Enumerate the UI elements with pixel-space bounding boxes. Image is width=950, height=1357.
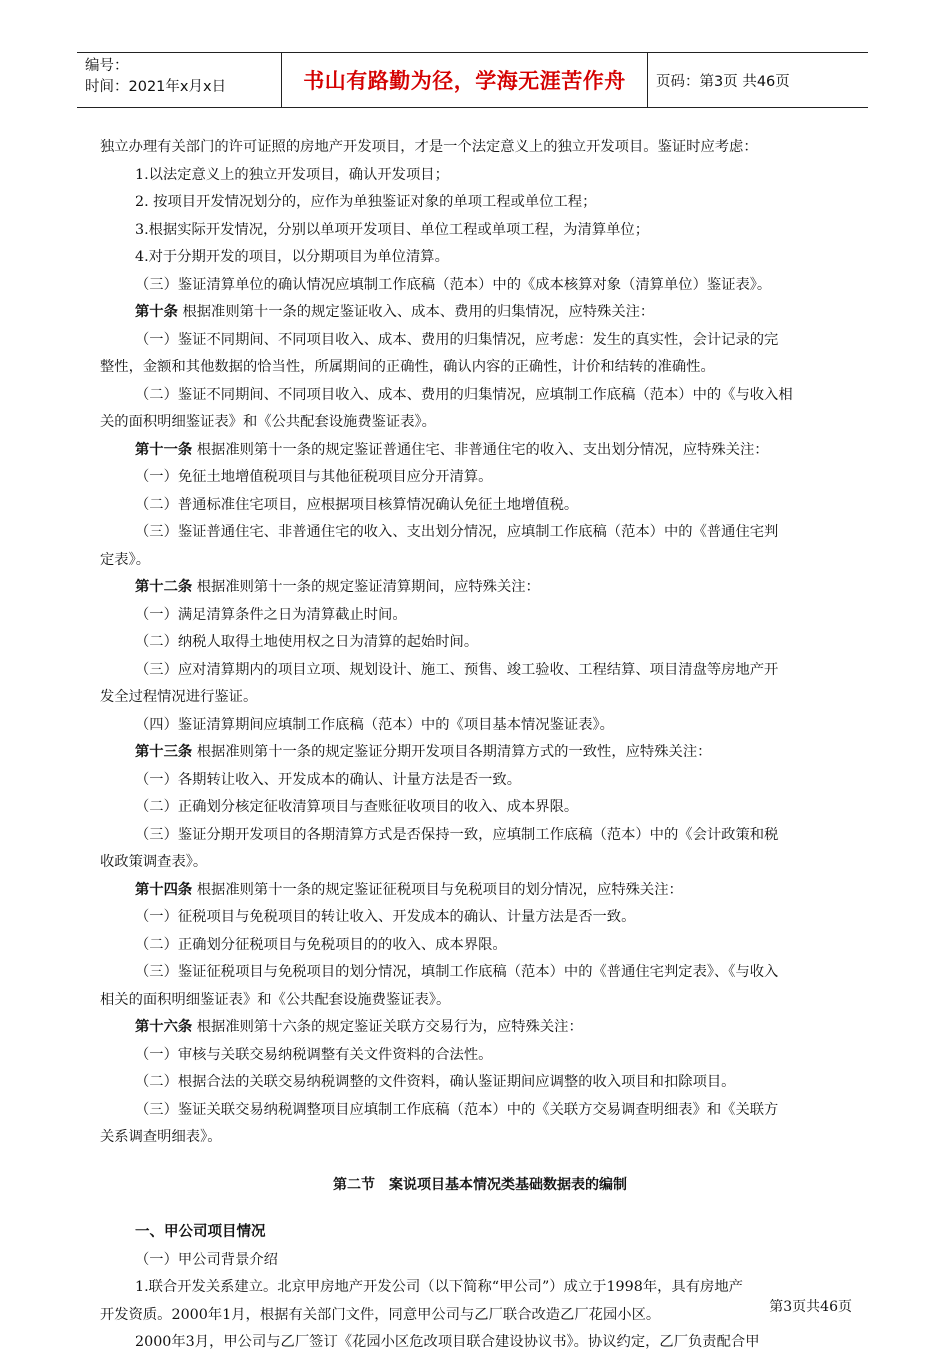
article-text: 根据准则第十一条的规定鉴证收入、成本、费用的归集情况，应特殊关注： bbox=[182, 304, 655, 320]
text-line: （三）鉴证清算单位的确认情况应填制工作底稿（范本）中的《成本核算对象（清算单位）鉴证表》。 bbox=[135, 276, 772, 293]
text-line: 1.联合开发关系建立。北京甲房地产开发公司（以下简称“甲公司”）成立于1998年，具有房地产 bbox=[135, 1279, 743, 1295]
text-line: （一）征税项目与免税项目的转让收入、开发成本的确认、计量方法是否一致。 bbox=[135, 909, 636, 925]
text-line: （三）鉴证关联交易纳税调整项目应填制工作底稿（范本）中的《关联方交易调查明细表》和《关联方 bbox=[135, 1101, 779, 1118]
page-footer: 第3页共46页 bbox=[769, 1299, 852, 1315]
text-line: （三）鉴证普通住宅、非普通住宅的收入、支出划分情况，应填制工作底稿（范本）中的《普通住宅判 bbox=[135, 524, 779, 540]
text-line: （二）鉴证不同期间、不同项目收入、成本、费用的归集情况，应填制工作底稿（范本）中的《与收入相 bbox=[135, 386, 793, 403]
article-12 bbox=[100, 574, 860, 602]
article-title: 第十条 bbox=[135, 304, 178, 320]
document-body bbox=[100, 134, 860, 1357]
heading-1: 一、甲公司项目情况 bbox=[135, 1224, 266, 1240]
text-line: （三）应对清算期内的项目立项、规划设计、施工、预售、竣工验收、工程结算、项目清盘等房地产开 bbox=[135, 661, 779, 678]
text-line: 3.根据实际开发情况，分别以单项开发项目、单位工程或单项工程，为清算单位； bbox=[135, 221, 650, 238]
text-line: （一）甲公司背景介绍 bbox=[135, 1251, 278, 1268]
article-text: 根据准则第十一条的规定鉴证分期开发项目各期清算方式的一致性，应特殊关注： bbox=[196, 744, 712, 760]
text-line: 4.对于分期开发的项目，以分期项目为单位清算。 bbox=[135, 249, 449, 265]
text-line: （二）纳税人取得土地使用权之日为清算的起始时间。 bbox=[135, 634, 479, 650]
text-line: （四）鉴证清算期间应填制工作底稿（范本）中的《项目基本情况鉴证表》。 bbox=[135, 716, 614, 733]
text-line: （二）普通标准住宅项目，应根据项目核算情况确认免征土地增值税。 bbox=[135, 496, 579, 513]
text-line: 2000年3月，甲公司与乙厂签订《花园小区危改项目联合建设协议书》。协议约定，乙厂负责配合甲 bbox=[135, 1334, 760, 1350]
text-line: （一）审核与关联交易纳税调整有关文件资料的合法性。 bbox=[135, 1046, 493, 1063]
article-title: 第十二条 bbox=[135, 579, 193, 595]
text-line: （二）根据合法的关联交易纳税调整的文件资料，确认鉴证期间应调整的收入项目和扣除项目。 bbox=[135, 1074, 736, 1090]
section-title: 第二节 案说项目基本情况类基础数据表的编制 bbox=[333, 1176, 627, 1193]
text-line: 1.以法定意义上的独立开发项目，确认开发项目； bbox=[135, 166, 449, 183]
header-page-label: 页码：第3页 共46页 bbox=[656, 73, 790, 90]
text-line: （三）鉴证征税项目与免税项目的划分情况，填制工作底稿（范本）中的《普通住宅判定表》、《与收入 bbox=[135, 964, 779, 980]
text-line: 收政策调查表》。 bbox=[100, 854, 208, 870]
text-line: 整性，金额和其他数据的恰当性，所属期间的正确性，确认内容的正确性，计价和结转的准确性。 bbox=[100, 359, 715, 375]
article-16 bbox=[100, 1014, 860, 1042]
page-header bbox=[77, 52, 868, 108]
article-text: 根据准则第十六条的规定鉴证关联方交易行为，应特殊关注： bbox=[196, 1019, 583, 1035]
text-line: （一）各期转让收入、开发成本的确认、计量方法是否一致。 bbox=[135, 771, 522, 788]
text-line: （二）正确划分核定征收清算项目与查账征收项目的收入、成本界限。 bbox=[135, 799, 579, 815]
article-text: 根据准则第十一条的规定鉴证清算期间，应特殊关注： bbox=[196, 579, 540, 595]
article-10 bbox=[100, 299, 860, 327]
text-line: 独立办理有关部门的许可证照的房地产开发项目，才是一个法定意义上的独立开发项目。鉴证时应考虑： bbox=[100, 139, 758, 155]
text-line: 2. 按项目开发情况划分的，应作为单独鉴证对象的单项工程或单位工程； bbox=[135, 194, 597, 210]
text-line: （三）鉴证分期开发项目的各期清算方式是否保持一致，应填制工作底稿（范本）中的《会计政策和税 bbox=[135, 826, 779, 843]
text-line: 相关的面积明细鉴证表》和《公共配套设施费鉴证表》。 bbox=[100, 991, 451, 1008]
text-line: （一）满足清算条件之日为清算截止时间。 bbox=[135, 606, 407, 623]
text-line: 定表》。 bbox=[100, 551, 151, 568]
article-title: 第十三条 bbox=[135, 744, 193, 760]
article-11 bbox=[100, 437, 860, 465]
text-line: （一）免征土地增值税项目与其他征税项目应分开清算。 bbox=[135, 469, 493, 485]
text-line: （二）正确划分征税项目与免税项目的的收入、成本界限。 bbox=[135, 936, 507, 953]
text-line: 发全过程情况进行鉴证。 bbox=[100, 689, 258, 705]
text-line: （一）鉴证不同期间、不同项目收入、成本、费用的归集情况，应考虑：发生的真实性，会计记录的完 bbox=[135, 331, 779, 348]
text-line: 关的面积明细鉴证表》和《公共配套设施费鉴证表》。 bbox=[100, 414, 436, 430]
text-line: 开发资质。2000年1月，根据有关部门文件，同意甲公司与乙厂联合改造乙厂花园小区。 bbox=[100, 1306, 661, 1323]
time-label: 时间：2021年x月x日 bbox=[85, 79, 227, 95]
header-meta bbox=[77, 53, 282, 107]
article-title: 第十六条 bbox=[135, 1019, 193, 1035]
article-14 bbox=[100, 877, 860, 905]
article-13 bbox=[100, 739, 860, 767]
article-text: 根据准则第十一条的规定鉴证征税项目与免税项目的划分情况，应特殊关注： bbox=[196, 881, 683, 898]
text-line: 关系调查明细表》。 bbox=[100, 1129, 222, 1145]
number-label: 编号： bbox=[85, 58, 129, 74]
article-title: 第十一条 bbox=[135, 441, 193, 458]
article-text: 根据准则第十一条的规定鉴证普通住宅、非普通住宅的收入、支出划分情况，应特殊关注： bbox=[196, 441, 769, 458]
article-title: 第十四条 bbox=[135, 881, 193, 898]
header-slogan: 书山有路勤为径，学海无涯苦作舟 bbox=[282, 53, 648, 107]
